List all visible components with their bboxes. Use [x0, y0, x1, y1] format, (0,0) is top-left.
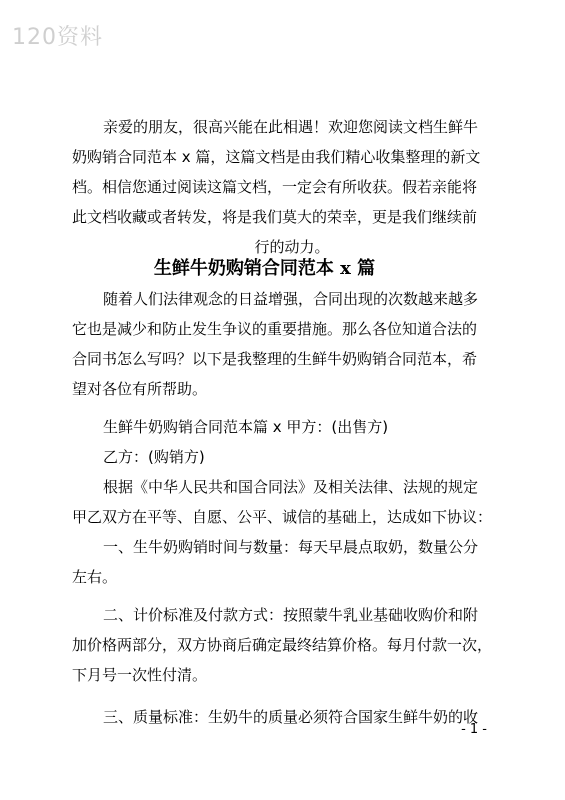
- intro-line: 此文档收藏或者转发，将是我们莫大的荣幸，更是我们继续前: [72, 208, 478, 226]
- intro-paragraph: [72, 112, 512, 262]
- document-body: [72, 284, 512, 732]
- paragraph-line: 合同书怎么写吗？以下是我整理的生鲜牛奶购销合同范本，希: [72, 350, 478, 368]
- paragraph-line: 下月号一次性付清。: [72, 666, 208, 684]
- page-number: - 1 -: [461, 722, 487, 737]
- paragraph-line: 乙方：(购销方): [103, 448, 205, 466]
- document-title: 生鲜牛奶购销合同范本 x 篇: [153, 258, 376, 279]
- paragraph-line: 它也是减少和防止发生争议的重要措施。那么各位知道合法的: [72, 320, 478, 338]
- paragraph-line: 一、生牛奶购销时间与数量：每天早晨点取奶，数量公分: [103, 538, 479, 556]
- paragraph-line: 生鲜牛奶购销合同范本篇 x 甲方：(出售方): [103, 418, 389, 436]
- paragraph-line: 左右。: [72, 568, 118, 586]
- paragraph-line: 二、计价标准及付款方式：按照蒙牛乳业基础收购价和附: [103, 606, 479, 624]
- paragraph-spacer: [72, 404, 512, 412]
- intro-line: 奶购销合同范本 x 篇，这篇文档是由我们精心收集整理的新文: [72, 148, 481, 166]
- paragraph-line: 根据《中华人民共和国合同法》及相关法律、法规的规定: [103, 478, 479, 496]
- paragraph-spacer: [72, 690, 512, 702]
- paragraph-line: 甲乙双方在平等、自愿、公平、诚信的基础上，达成如下协议：: [72, 508, 493, 526]
- paragraph-line: 三、质量标准：生奶牛的质量必须符合国家生鲜牛奶的收: [103, 708, 479, 726]
- paragraph-line: 加价格两部分，双方协商后确定最终结算价格。每月付款一次，: [72, 636, 493, 654]
- intro-line: 档。相信您通过阅读这篇文档，一定会有所收获。假若亲能将: [72, 178, 478, 196]
- intro-line: 行的动力。: [254, 238, 330, 256]
- paragraph-spacer: [72, 592, 512, 600]
- paragraph-line: 望对各位有所帮助。: [72, 380, 208, 398]
- watermark-logo-text: 120资料: [12, 25, 103, 50]
- intro-line: 亲爱的朋友，很高兴能在此相遇！欢迎您阅读文档生鲜牛: [103, 118, 479, 136]
- paragraph-line: 随着人们法律观念的日益增强，合同出现的次数越来越多: [103, 290, 479, 308]
